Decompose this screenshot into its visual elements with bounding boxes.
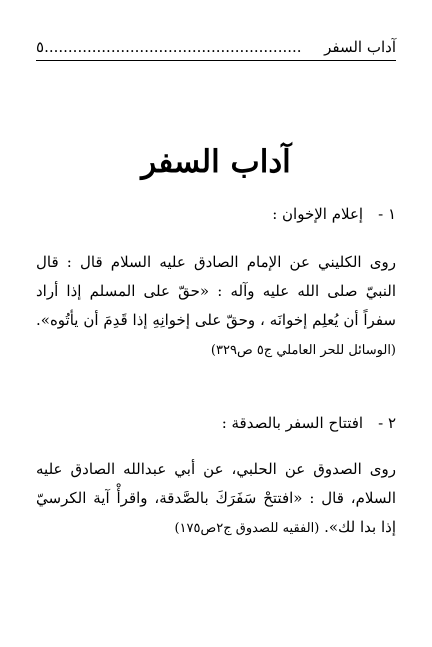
section-text: روى الصدوق عن الحلبي، عن أبي عبدالله الصادق عليه السلام، قال : «افتتحْ سَفَرَكَ بالصَّدقة، واقرأْ آية الكرسيّ إذا بدا لك». — [36, 460, 396, 536]
section-1-heading — [36, 205, 396, 223]
section-text: روى الكليني عن الإمام الصادق عليه السلام قال : قال النبيّ صلى الله عليه وآله : «حقّ على المسلم إذا أراد سفراً أن يُعلِم إخوانَه ، وحقّ على إخوانِهِ إذا قَدِمَ أن يأتُوه». — [36, 253, 396, 329]
section-number: ١ - — [378, 205, 396, 223]
section-1-body — [36, 248, 396, 364]
section-title: إعلام الإخوان : — [272, 205, 364, 223]
page-number: ٥...................................................... — [36, 38, 302, 56]
source-reference: (الوسائل للحر العاملي ج٥ ص٣٢٩) — [210, 342, 396, 358]
section-2-body — [36, 455, 396, 542]
section-2-heading — [36, 414, 396, 432]
source-reference: (الفقيه للصدوق ج٢ص١٧٥) — [174, 520, 320, 536]
page-title: آداب السفر — [141, 143, 291, 180]
section-number: ٢ - — [378, 414, 396, 432]
page-header — [36, 30, 396, 61]
running-title: آداب السفر — [324, 38, 396, 56]
section-title: افتتاح السفر بالصدقة : — [221, 414, 364, 432]
